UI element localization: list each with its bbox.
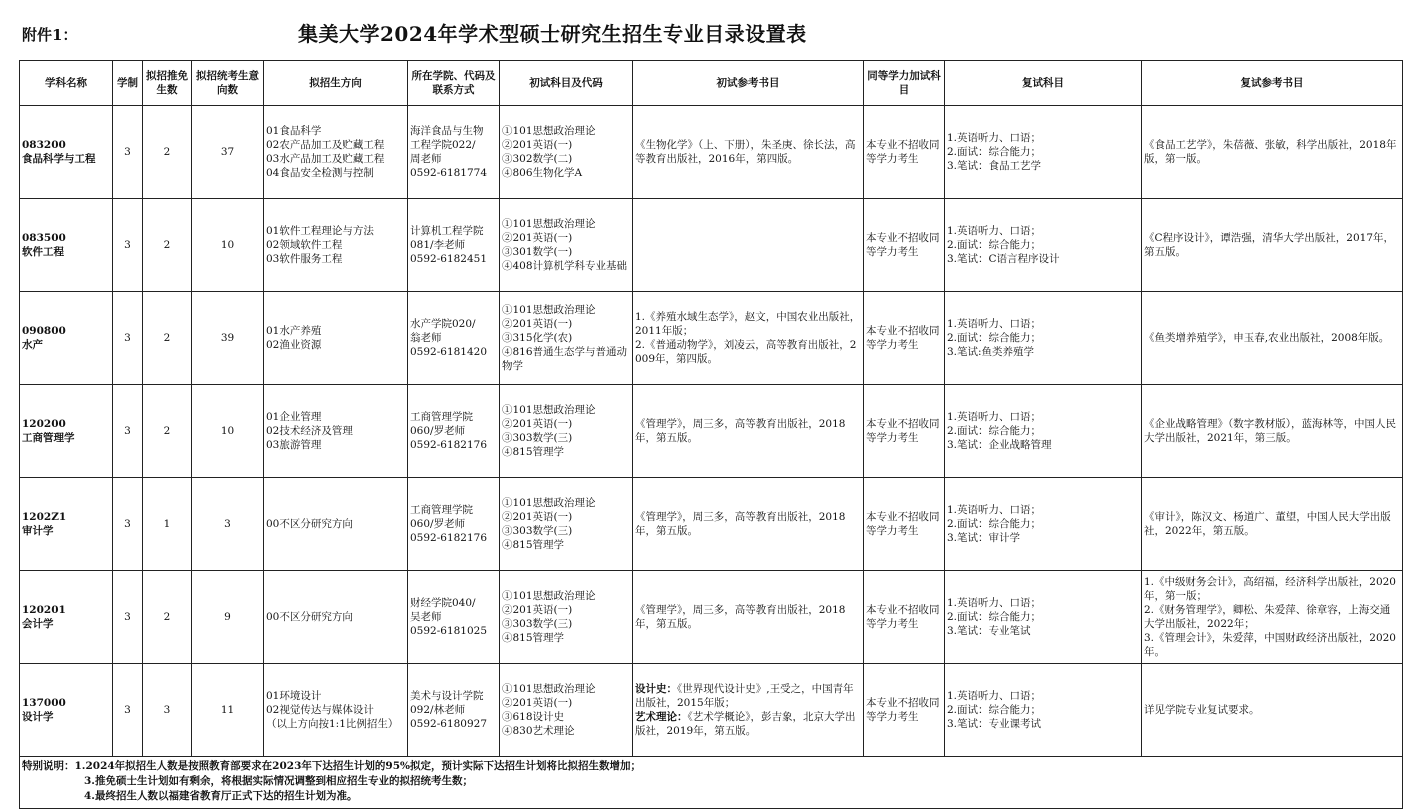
retest-item: 2.面试：综合能力；	[947, 611, 1042, 623]
system-cell: 3	[113, 292, 143, 385]
header-college: 所在学院、代码及联系方式	[408, 61, 500, 106]
college-line: 吴老师	[410, 611, 442, 623]
exam-cell	[500, 292, 633, 385]
subject-name: 食品科学与工程	[22, 153, 96, 165]
retestbooks-cell	[1142, 478, 1403, 571]
refbook-label: 设计史：	[635, 683, 677, 695]
exam-subject: ④815管理学	[502, 539, 565, 551]
exam-subject: ④815管理学	[502, 446, 565, 458]
subject-cell	[20, 571, 113, 664]
direction-cell	[264, 292, 408, 385]
direction-item: 01环境设计	[266, 690, 322, 702]
exam-subject: ②201英语(一)	[502, 139, 573, 151]
retest-item: 3.笔试:鱼类养殖学	[947, 346, 1035, 358]
header-system: 学制	[113, 61, 143, 106]
exam-subject: ③303数学(三)	[502, 618, 573, 630]
college-line: 0592-6182176	[410, 532, 488, 544]
note-line: 4.最终招生人数以福建省教育厅正式下达的招生计划为准。	[84, 790, 358, 802]
retest-book-text: 《食品工艺学》，朱蓓薇、张敏，科学出版社，2018年版，第一版。	[1144, 139, 1397, 165]
exam-subject: ①101思想政治理论	[502, 218, 596, 230]
unified-cell: 9	[192, 571, 264, 664]
exam-subject: ②201英语(一)	[502, 697, 573, 709]
unified-cell: 10	[192, 385, 264, 478]
subject-code: 090800	[22, 325, 66, 337]
exam-subject: ②201英语(一)	[502, 232, 573, 244]
retestbooks-cell	[1142, 199, 1403, 292]
subject-code: 120200	[22, 418, 66, 430]
exam-cell	[500, 106, 633, 199]
retest-book-text: 详见学院专业复试要求。	[1144, 704, 1260, 716]
refbook-entry	[635, 682, 861, 710]
retest-item: 3.笔试：食品工艺学	[947, 160, 1042, 172]
program-catalog-table	[19, 60, 1403, 809]
direction-item: 02渔业资源	[266, 339, 322, 351]
college-cell	[408, 385, 500, 478]
exam-cell	[500, 199, 633, 292]
college-line: 海洋食品与生物	[410, 125, 484, 137]
direction-cell	[264, 478, 408, 571]
exempt-cell: 2	[143, 385, 192, 478]
header-subject: 学科名称	[20, 61, 113, 106]
college-line: 0592-6182451	[410, 253, 488, 265]
college-line: 工商管理学院	[410, 411, 473, 423]
refbooks-cell	[633, 199, 864, 292]
system-cell: 3	[113, 478, 143, 571]
refbook-label: 艺术理论：	[635, 711, 688, 723]
header-retest: 复试科目	[945, 61, 1142, 106]
subject-cell	[20, 199, 113, 292]
system-cell: 3	[113, 199, 143, 292]
subject-cell	[20, 292, 113, 385]
retest-item: 1.英语听力、口语；	[947, 132, 1042, 144]
retest-item: 2.面试：综合能力；	[947, 146, 1042, 158]
table-row	[20, 106, 1403, 199]
exam-subject: ④816普通生态学与普通动物学	[502, 346, 628, 372]
retestbooks-cell	[1142, 385, 1403, 478]
retest-item: 3.笔试：专业笔试	[947, 625, 1031, 637]
header-refbooks: 初试参考书目	[633, 61, 864, 106]
college-line: 工程学院022/	[410, 139, 476, 151]
exempt-cell: 2	[143, 571, 192, 664]
refbooks-cell	[633, 385, 864, 478]
refbook-text: 1.《养殖水域生态学》，赵文，中国农业出版社，2011年版； 2.《普通动物学》，刘凌云，高等教育出版社，2009年，第四版。	[635, 311, 861, 365]
direction-item: 03软件服务工程	[266, 253, 343, 265]
subject-name: 审计学	[22, 525, 54, 537]
exam-subject: ①101思想政治理论	[502, 497, 596, 509]
exam-cell	[500, 385, 633, 478]
direction-item: 03旅游管理	[266, 439, 322, 451]
refbook-text: 《管理学》，周三多，高等教育出版社，2018年，第五版。	[635, 418, 846, 444]
subject-code: 1202Z1	[22, 511, 67, 523]
retest-book-text: 《审计》，陈汉文、杨道广、董望，中国人民大学出版社，2022年，第五版。	[1144, 511, 1391, 537]
exam-subject: ①101思想政治理论	[502, 125, 596, 137]
college-line: 0592-6182176	[410, 439, 488, 451]
retest-item: 1.英语听力、口语；	[947, 318, 1042, 330]
extra-cell: 本专业不招收同等学力考生	[864, 106, 945, 199]
exempt-cell: 2	[143, 106, 192, 199]
retest-item: 2.面试：综合能力；	[947, 239, 1042, 251]
exam-subject: ③301数学(一)	[502, 246, 573, 258]
exempt-cell: 2	[143, 199, 192, 292]
college-cell	[408, 478, 500, 571]
retestbooks-cell	[1142, 664, 1403, 757]
refbook-text: 《管理学》，周三多，高等教育出版社，2018年，第五版。	[635, 604, 846, 630]
unified-cell: 10	[192, 199, 264, 292]
exam-subject: ④830艺术理论	[502, 725, 575, 737]
retest-item: 3.笔试：专业课考试	[947, 718, 1042, 730]
retest-item: 1.英语听力、口语；	[947, 690, 1042, 702]
note-line: 特别说明：1.2024年拟招生人数是按照教育部要求在2023年下达招生计划的95%拟定，预计实际下达招生计划将比拟招生数增加；	[22, 760, 641, 772]
attachment-label: 附件1：	[22, 26, 78, 44]
table-row	[20, 664, 1403, 757]
college-line: 0592-6181774	[410, 167, 488, 179]
subject-name: 水产	[22, 339, 43, 351]
exam-subject: ②201英语(一)	[502, 604, 573, 616]
refbooks-cell	[633, 571, 864, 664]
college-cell	[408, 199, 500, 292]
refbook-text: 《世界现代设计史》,王受之，中国青年出版社，2015年版；	[635, 683, 854, 709]
extra-cell: 本专业不招收同等学力考生	[864, 571, 945, 664]
retest-item: 3.笔试：企业战略管理	[947, 439, 1052, 451]
direction-item: 02农产品加工及贮藏工程	[266, 139, 385, 151]
retest-book-text: 《企业战略管理》（数字教材版），蓝海林等，中国人民大学出版社，2021年，第三版。	[1144, 418, 1396, 444]
subject-code: 137000	[22, 697, 66, 709]
retest-item: 2.面试：综合能力；	[947, 518, 1042, 530]
refbooks-cell	[633, 478, 864, 571]
subject-name: 工商管理学	[22, 432, 75, 444]
system-cell: 3	[113, 664, 143, 757]
college-line: 081/李老师	[410, 239, 466, 251]
college-line: 0592-6181025	[410, 625, 488, 637]
retest-item: 1.英语听力、口语；	[947, 411, 1042, 423]
refbooks-cell	[633, 664, 864, 757]
exam-subject: ④806生物化学A	[502, 167, 583, 179]
direction-item: 02领域软件工程	[266, 239, 343, 251]
exam-subject: ①101思想政治理论	[502, 304, 596, 316]
college-line: 0592-6181420	[410, 346, 488, 358]
retest-item: 1.英语听力、口语；	[947, 597, 1042, 609]
refbooks-cell	[633, 106, 864, 199]
header-direction: 拟招生方向	[264, 61, 408, 106]
extra-cell: 本专业不招收同等学力考生	[864, 292, 945, 385]
college-line: 计算机工程学院	[410, 225, 484, 237]
retest-cell	[945, 106, 1142, 199]
exam-cell	[500, 478, 633, 571]
table-row	[20, 292, 1403, 385]
table-header-row	[20, 61, 1403, 106]
exam-subject: ②201英语(一)	[502, 318, 573, 330]
exam-subject: ④408计算机学科专业基础	[502, 260, 628, 272]
system-cell: 3	[113, 571, 143, 664]
page-title: 集美大学2024年学术型硕士研究生招生专业目录设置表	[298, 22, 807, 46]
unified-cell: 37	[192, 106, 264, 199]
refbook-text: 《生物化学》（上、下册），朱圣庚、徐长法，高等教育出版社，2016年，第四版。	[635, 139, 856, 165]
college-line: 092/林老师	[410, 704, 466, 716]
retest-item: 2.面试：综合能力；	[947, 332, 1042, 344]
exam-subject: ③303数学(三)	[502, 525, 573, 537]
exempt-cell: 2	[143, 292, 192, 385]
retest-item: 1.英语听力、口语；	[947, 225, 1042, 237]
exempt-cell: 1	[143, 478, 192, 571]
direction-item: 01企业管理	[266, 411, 322, 423]
header-extra: 同等学力加试科目	[864, 61, 945, 106]
retest-book-text: 1.《中级财务会计》，高绍福，经济科学出版社，2020年，第一版； 2.《财务管理学》，卿松、朱爱萍、徐章容，上海交通大学出版社，2022年； 3.《管理会计》，朱爱萍，中国财政经济出版社，2020年。	[1144, 576, 1396, 658]
college-cell	[408, 571, 500, 664]
college-line: 财经学院040/	[410, 597, 476, 609]
retestbooks-cell	[1142, 106, 1403, 199]
table-row	[20, 199, 1403, 292]
direction-item: 04食品安全检测与控制	[266, 167, 374, 179]
retest-cell	[945, 292, 1142, 385]
direction-item: 01水产养殖	[266, 325, 322, 337]
retest-item: 3.笔试：审计学	[947, 532, 1021, 544]
retest-cell	[945, 664, 1142, 757]
extra-cell: 本专业不招收同等学力考生	[864, 385, 945, 478]
subject-name: 会计学	[22, 618, 54, 630]
direction-item: 00不区分研究方向	[266, 518, 353, 530]
college-line: 工商管理学院	[410, 504, 473, 516]
system-cell: 3	[113, 385, 143, 478]
exam-subject: ②201英语(一)	[502, 418, 573, 430]
system-cell: 3	[113, 106, 143, 199]
direction-cell	[264, 385, 408, 478]
subject-code: 083500	[22, 232, 66, 244]
retest-book-text: 《C程序设计》，谭浩强，清华大学出版社，2017年，第五版。	[1144, 232, 1395, 258]
note-line: 3.推免硕士生计划如有剩余，将根据实际情况调整到相应招生专业的拟招统考生数；	[84, 775, 473, 787]
subject-cell	[20, 478, 113, 571]
special-notes	[20, 757, 1403, 809]
unified-cell: 11	[192, 664, 264, 757]
exam-subject: ④815管理学	[502, 632, 565, 644]
exam-subject: ③302数学(二)	[502, 153, 573, 165]
table-row	[20, 571, 1403, 664]
subject-cell	[20, 385, 113, 478]
exempt-cell: 3	[143, 664, 192, 757]
direction-item: 02视觉传达与媒体设计	[266, 704, 374, 716]
college-line: 060/罗老师	[410, 425, 466, 437]
college-line: 0592-6180927	[410, 718, 488, 730]
direction-cell	[264, 106, 408, 199]
unified-cell: 3	[192, 478, 264, 571]
college-cell	[408, 664, 500, 757]
header-exempt: 拟招推免生数	[143, 61, 192, 106]
direction-item: 03水产品加工及贮藏工程	[266, 153, 385, 165]
college-line: 美术与设计学院	[410, 690, 484, 702]
exam-cell	[500, 664, 633, 757]
retestbooks-cell	[1142, 571, 1403, 664]
extra-cell: 本专业不招收同等学力考生	[864, 664, 945, 757]
notes-row	[20, 757, 1403, 809]
header-retestbooks: 复试参考书目	[1142, 61, 1403, 106]
refbook-entry	[635, 710, 861, 738]
retest-book-text: 《鱼类增养殖学》，申玉春,农业出版社，2008年版。	[1144, 332, 1390, 344]
unified-cell: 39	[192, 292, 264, 385]
subject-cell	[20, 664, 113, 757]
exam-subject: ③315化学(农)	[502, 332, 573, 344]
direction-item: 00不区分研究方向	[266, 611, 353, 623]
direction-cell	[264, 199, 408, 292]
retest-item: 1.英语听力、口语；	[947, 504, 1042, 516]
retest-item: 2.面试：综合能力；	[947, 425, 1042, 437]
college-line: 翁老师	[410, 332, 442, 344]
exam-subject: ①101思想政治理论	[502, 683, 596, 695]
college-line: 周老师	[410, 153, 442, 165]
direction-cell	[264, 664, 408, 757]
exam-subject: ③618设计史	[502, 711, 565, 723]
table-row	[20, 385, 1403, 478]
exam-subject: ①101思想政治理论	[502, 404, 596, 416]
retest-item: 2.面试：综合能力；	[947, 704, 1042, 716]
subject-name: 软件工程	[22, 246, 64, 258]
subject-code: 120201	[22, 604, 66, 616]
exam-subject: ②201英语(一)	[502, 511, 573, 523]
retest-cell	[945, 571, 1142, 664]
exam-cell	[500, 571, 633, 664]
table-row	[20, 478, 1403, 571]
direction-item: 01软件工程理论与方法	[266, 225, 374, 237]
retest-cell	[945, 199, 1142, 292]
header-unified: 拟招统考生意向数	[192, 61, 264, 106]
college-cell	[408, 292, 500, 385]
extra-cell: 本专业不招收同等学力考生	[864, 199, 945, 292]
subject-name: 设计学	[22, 711, 54, 723]
refbook-text: 《艺术学概论》，彭吉象，北京大学出版社，2019年，第五版。	[635, 711, 856, 737]
retest-cell	[945, 478, 1142, 571]
college-line: 水产学院020/	[410, 318, 476, 330]
subject-cell	[20, 106, 113, 199]
header-exam: 初试科目及代码	[500, 61, 633, 106]
college-cell	[408, 106, 500, 199]
subject-code: 083200	[22, 139, 66, 151]
retest-cell	[945, 385, 1142, 478]
extra-cell: 本专业不招收同等学力考生	[864, 478, 945, 571]
direction-item: （以上方向按1:1比例招生）	[266, 718, 399, 730]
exam-subject: ③303数学(三)	[502, 432, 573, 444]
college-line: 060/罗老师	[410, 518, 466, 530]
retest-item: 3.笔试：C语言程序设计	[947, 253, 1060, 265]
direction-cell	[264, 571, 408, 664]
refbooks-cell	[633, 292, 864, 385]
direction-item: 02技术经济及管理	[266, 425, 353, 437]
direction-item: 01食品科学	[266, 125, 322, 137]
exam-subject: ①101思想政治理论	[502, 590, 596, 602]
refbook-text: 《管理学》，周三多，高等教育出版社，2018年，第五版。	[635, 511, 846, 537]
retestbooks-cell	[1142, 292, 1403, 385]
